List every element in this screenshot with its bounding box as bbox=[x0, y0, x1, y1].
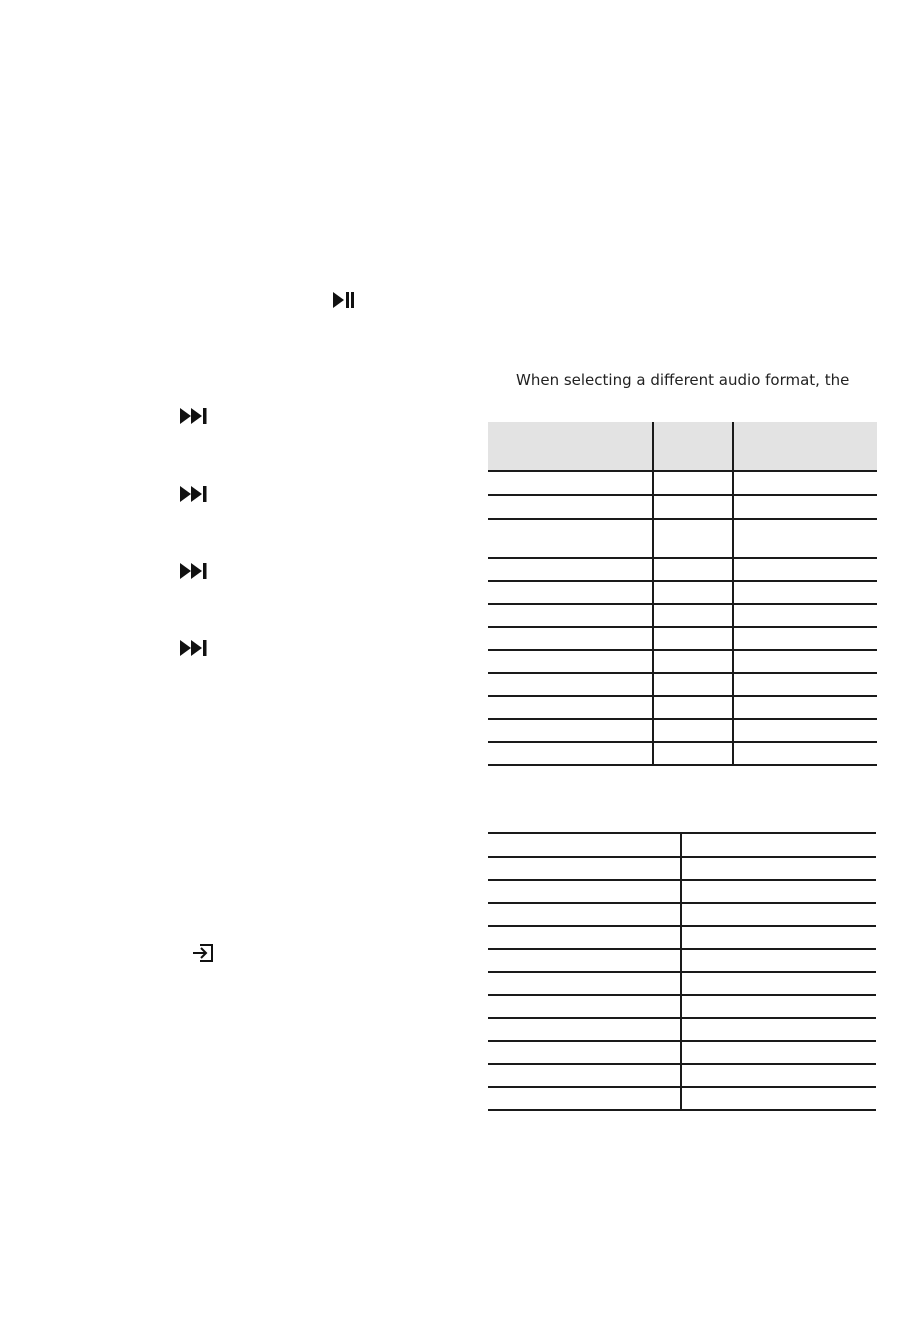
table-row bbox=[488, 696, 877, 719]
table-row bbox=[488, 949, 876, 972]
table-row bbox=[488, 627, 877, 650]
table-header-cell bbox=[733, 422, 877, 471]
table-row bbox=[488, 581, 877, 604]
table-row bbox=[488, 495, 877, 519]
table-header-cell bbox=[653, 422, 733, 471]
table-row bbox=[488, 719, 877, 742]
next-track-icon bbox=[180, 640, 208, 656]
table-header-cell bbox=[488, 422, 653, 471]
table-row bbox=[488, 1041, 876, 1064]
audio-format-caption: When selecting a different audio format, the bbox=[516, 371, 850, 389]
table-row bbox=[488, 673, 877, 696]
table-header-row bbox=[488, 422, 877, 471]
table-row bbox=[488, 903, 876, 926]
mode-table bbox=[488, 832, 876, 1111]
table-row bbox=[488, 972, 876, 995]
table-row bbox=[488, 995, 876, 1018]
table-row bbox=[488, 833, 876, 857]
next-track-icon bbox=[180, 486, 208, 502]
table-row bbox=[488, 1018, 876, 1041]
table-row bbox=[488, 650, 877, 673]
input-source-icon bbox=[192, 943, 214, 963]
table-row bbox=[488, 857, 876, 880]
audio-format-table bbox=[488, 422, 877, 766]
table-row bbox=[488, 742, 877, 765]
next-track-icon bbox=[180, 408, 208, 424]
table-row bbox=[488, 604, 877, 627]
table-row bbox=[488, 926, 876, 949]
table-row bbox=[488, 880, 876, 903]
table-row bbox=[488, 1064, 876, 1087]
table-row bbox=[488, 558, 877, 581]
table-row bbox=[488, 1087, 876, 1110]
table-row bbox=[488, 519, 877, 558]
next-track-icon bbox=[180, 563, 208, 579]
table-row bbox=[488, 471, 877, 495]
play-pause-icon bbox=[333, 292, 355, 308]
